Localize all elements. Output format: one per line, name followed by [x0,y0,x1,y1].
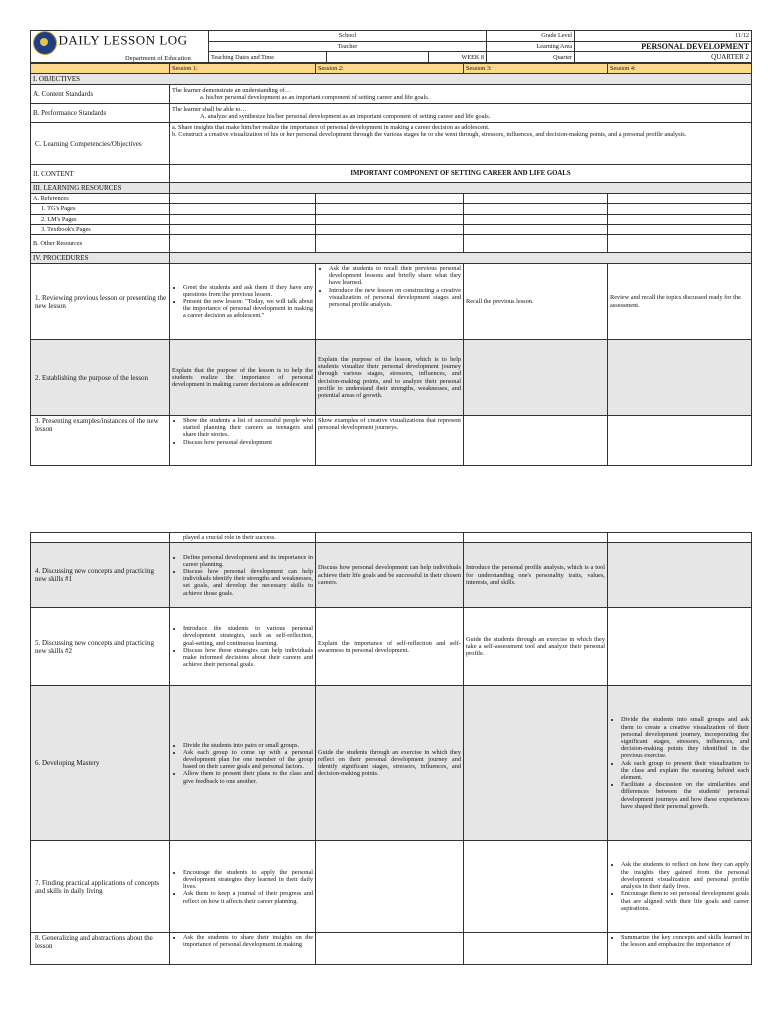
proc-5-label: 5. Discussing new concepts and practicing new skills #2 [31,608,170,686]
proc-5-session-3: Guide the students through an exercise in which they take a self-assessment tool and analyze their personal profile. [464,608,608,686]
grade-label: Grade Level [487,31,575,42]
competencies-label: C. Learning Competencies/Objectives [31,123,170,165]
list-item: • Introduce the new lesson on constructing a creative visualization of personal development stages and personal profile analysis. [329,287,461,309]
area-label: Learning Area [487,41,575,52]
quarter-label: Quarter [487,52,575,63]
list-item: • Ask the students to recall their previous personal development lessons and briefly share what they have learned. [329,265,461,287]
list-item: • Discuss how personal development can help individuals identify their strengths and weaknesses, set goals, and develop the necessary skills to achieve those goals. [183,568,313,597]
continued-text: played a crucial role in their success. [170,533,316,543]
proc-2-label: 2. Establishing the purpose of the lesson [31,340,170,416]
list-item: • Show the students a list of successful people who started planning their careers as teenagers and share their stories. [183,417,313,439]
list-item: • Greet the students and ask them if they have any questions from the previous lesson. [183,284,313,298]
session-2-header: Session 2: [316,64,464,74]
quarter-value: QUARTER 2 [575,52,752,63]
proc-7-label: 7. Finding practical applications of concepts and skills in daily living [31,841,170,933]
proc-8-label: 8. Generalizing and abstractions about the lesson [31,933,170,965]
list-item: • Ask them to keep a journal of their progress and reflect on how it affects their career planning. [183,890,313,904]
content-standards-text: The learner demonstrate an understanding of… a. his/her personal development as an important component of setting career and life goals. [170,85,752,104]
proc-8-session-4 [608,933,752,965]
school-label: School [209,31,487,42]
grade-value: 11/12 [575,31,752,42]
proc-6-session-2: Guide the students through an exercise in which they reflect on their personal development journey and identify significant stages, stressors, influences, and decision-making points. [316,686,464,841]
proc-7-session-1 [170,841,316,933]
proc-1-session-1 [170,264,316,340]
content-value: IMPORTANT COMPONENT OF SETTING CAREER AND LIFE GOALS [170,165,752,183]
list-item: • Divide the students into small groups and ask them to create a creative visualization of their personal development journey, incorporating the significant stages, stressors, influences, and decision-making points they identified in the previous exercise. [621,716,749,759]
list-item: • Encourage them to set personal development goals that are aligned with their life goals and career aspirations. [621,890,749,912]
list-item: • Define personal development and its importance in career planning. [183,554,313,568]
lesson-log-page-1 [30,30,751,466]
content-label: II. CONTENT [31,165,170,183]
proc-5-session-1 [170,608,316,686]
dept-name: Department of Education [125,55,191,62]
resources-heading: III. LEARNING RESOURCES [31,183,170,194]
competencies-text: a. Share insights that make him/her realize the importance of personal development in making a career decision as adolescent. b. Construct a creative visualization of his or her personal development through the various stages he or she went through, stressors, influences, and decision-making points, and a personal profile analysis. [170,123,752,165]
other-resources-label: B. Other Resources [31,235,170,253]
proc-4-session-2: Discuss how personal development can help individuals achieve their life goals and be successful in their chosen careers. [316,543,464,608]
proc-6-label: 6. Developing Mastery [31,686,170,841]
list-item: • Ask each group to come up with a personal development plan for one member of the group based on their career goals and personal factors. [183,749,313,771]
session-1-header: Session 1: [170,64,316,74]
week-value: WEEK 8 [429,52,487,63]
dates-label: Teaching Dates and Time [209,52,327,63]
list-item: • Discuss how personal development [183,439,313,446]
lm-pages-label: 2. LM's Pages [31,214,170,224]
session-4-header: Session 4: [608,64,752,74]
list-item: • Ask the students to reflect on how they can apply the insights they gained from the personal development visualization and personal profile analysis in their daily lives. [621,861,749,890]
proc-1-session-2 [316,264,464,340]
proc-6-session-4 [608,686,752,841]
header-table [30,30,752,63]
list-item: • Ask each group to present their visualization to the class and explain the meaning behind each element. [621,760,749,782]
list-item: • Present the new lesson: "Today, we will talk about the importance of personal development in making a career decision as adolescent." [183,298,313,320]
list-item: • Introduce the students to various personal development strategies, such as self-reflection, goal-setting, and continuous learning. [183,625,313,647]
performance-standards-text: The learner shall be able to… A. analyze and synthesize his/her personal development as an important component of setting career and life goals. [170,104,752,123]
objectives-heading: I. OBJECTIVES [31,74,752,85]
page-title: DAILY LESSON LOG [58,32,188,48]
lesson-table-2 [30,532,752,965]
textbook-pages-label: 3. Textbook's Pages [31,224,170,234]
lesson-log-page-2 [30,532,751,965]
header-logo-cell [31,31,209,63]
list-item: • Encourage the students to apply the personal development strategies they learned in their daily lives. [183,869,313,891]
proc-6-session-1 [170,686,316,841]
proc-3-label: 3. Presenting examples/instances of the new lesson [31,416,170,466]
performance-standards-label: B. Performance Standards [31,104,170,123]
proc-4-label: 4. Discussing new concepts and practicing new skills #1 [31,543,170,608]
lesson-table-1 [30,63,752,466]
list-item: • Allow them to present their plans to the class and give feedback to one another. [183,770,313,784]
list-item: • Ask the students to share their insights on the importance of personal development in making [183,934,313,948]
tg-pages-label: 1. TG's Pages [31,204,170,214]
proc-5-session-2: Explain the importance of self-reflection and self-awareness in personal development. [316,608,464,686]
list-item: • Summarize the key concepts and skills learned in the lesson and emphasize the importance of [621,934,749,948]
proc-2-session-1: Explain that the purpose of the lesson is to help the students realize the importance of personal development in making career decisions as adolescent [170,340,316,416]
procedures-heading: IV. PROCEDURES [31,253,170,264]
references-label: A. References [31,194,170,204]
content-standards-label: A. Content Standards [31,85,170,104]
proc-1-label: 1. Reviewing previous lesson or presenting the new lesson [31,264,170,340]
proc-8-session-1 [170,933,316,965]
list-item: • Divide the students into pairs or small groups. [183,742,313,749]
proc-2-session-2: Explain the purpose of the lesson, which is to help students visualize their personal development journey through various stages, stressors, influences, and decision-making points, and to analyze their personal profile to understand their strengths, weaknesses, and potential areas of growth. [316,340,464,416]
proc-4-session-3: Introduce the personal profile analysis, which is a tool for understanding one's personality traits, values, interests, and skills. [464,543,608,608]
list-item: • Discuss how these strategies can help individuals make informed decisions about their careers and achieve their personal goals. [183,647,313,669]
teacher-label: Teacher [209,41,487,52]
area-value: PERSONAL DEVELOPMENT [575,41,752,52]
deped-seal-icon [33,31,57,55]
proc-3-session-1 [170,416,316,466]
proc-3-session-2: Show examples of creative visualizations that represent personal development journeys. [316,416,464,466]
dates-value [327,52,429,63]
session-3-header: Session 3: [464,64,608,74]
proc-4-session-1 [170,543,316,608]
proc-1-session-4: Review and recall the topics discussed ready for the assessment. [608,264,752,340]
proc-1-session-3: Recall the previous lesson. [464,264,608,340]
proc-7-session-4 [608,841,752,933]
list-item: • Facilitate a discussion on the similarities and differences between the students' personal development journeys and how these experiences have shaped their personal growth. [621,781,749,810]
